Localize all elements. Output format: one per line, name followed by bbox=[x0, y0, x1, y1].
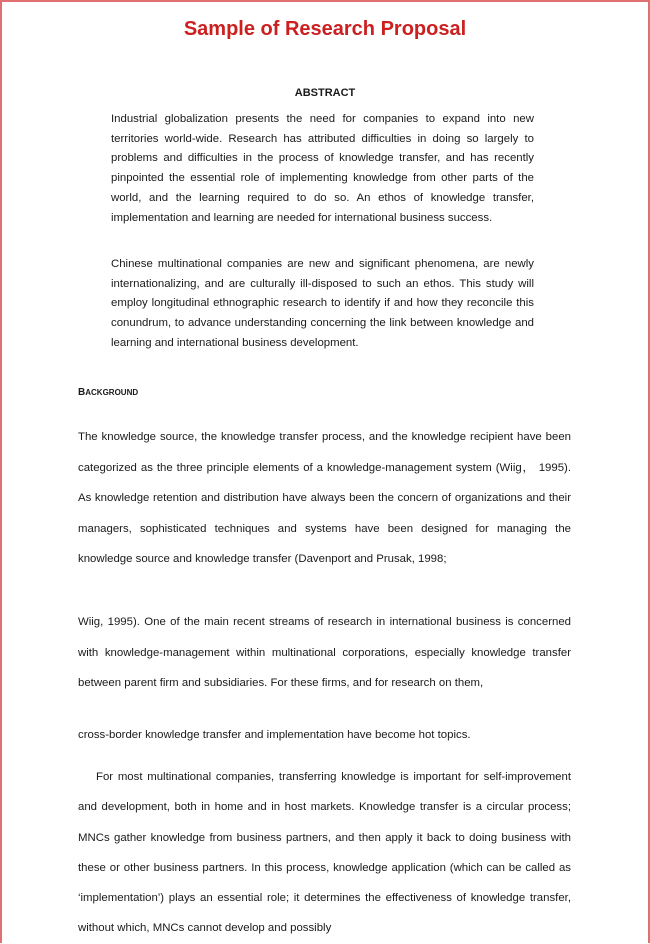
background-heading-initial: B bbox=[78, 387, 86, 398]
background-paragraph: Wiig, 1995). One of the main recent streams of research in international business is concerned with knowledge-management within multinational corporations, especially knowledge transfer between parent firm and subsidiaries. For these firms, and for research on them, bbox=[78, 616, 571, 690]
document-title: Sample of Research Proposal bbox=[183, 18, 467, 40]
background-heading bbox=[78, 387, 138, 398]
abstract-paragraph: Industrial globalization presents the need for companies to expand into new territories world-wide. Research has attributed difficulties in doing so largely to problems and difficulties in the process of knowledge transfer, and has recently pinpointed the essential role of implementing knowledge from other parts of the world, and the learning required to do so. An ethos of knowledge transfer, implementation and learning are needed for international business success. bbox=[111, 113, 534, 224]
background-paragraph: The knowledge source, the knowledge transfer process, and the knowledge recipient have been categorized as the three principle elements of a knowledge-management system (Wiig， 1995). As knowledge retention and distribution have always been the concern of organizations and their managers, sophisticated techniques and systems have been designed for managing the knowledge source and knowledge transfer (Davenport and Prusak, 1998; bbox=[78, 431, 571, 566]
abstract-paragraph: Chinese multinational companies are new and significant phenomena, are newly internationalizing, and are culturally ill-disposed to such an ethos. This study will employ longitudinal ethnographic research to identify if and how they reconcile this conundrum, to advance understanding concerning the link between knowledge and learning and international business development. bbox=[111, 258, 534, 349]
background-paragraph: cross-border knowledge transfer and implementation have become hot topics. bbox=[78, 729, 471, 741]
abstract-heading: ABSTRACT bbox=[294, 87, 356, 99]
background-heading-rest: ACKGROUND bbox=[85, 388, 139, 397]
background-paragraph: For most multinational companies, transferring knowledge is important for self-improvement and development, both in home and in host markets. Knowledge transfer is a circular process; MNCs gather knowledge from business partners, and then apply it back to doing business with these or other business partners. In this process, knowledge application (which can be called as ‘implementation’) plays an essential role; it determines the effectiveness of knowledge transfer, without which, MNCs cannot develop and possibly bbox=[78, 771, 571, 935]
